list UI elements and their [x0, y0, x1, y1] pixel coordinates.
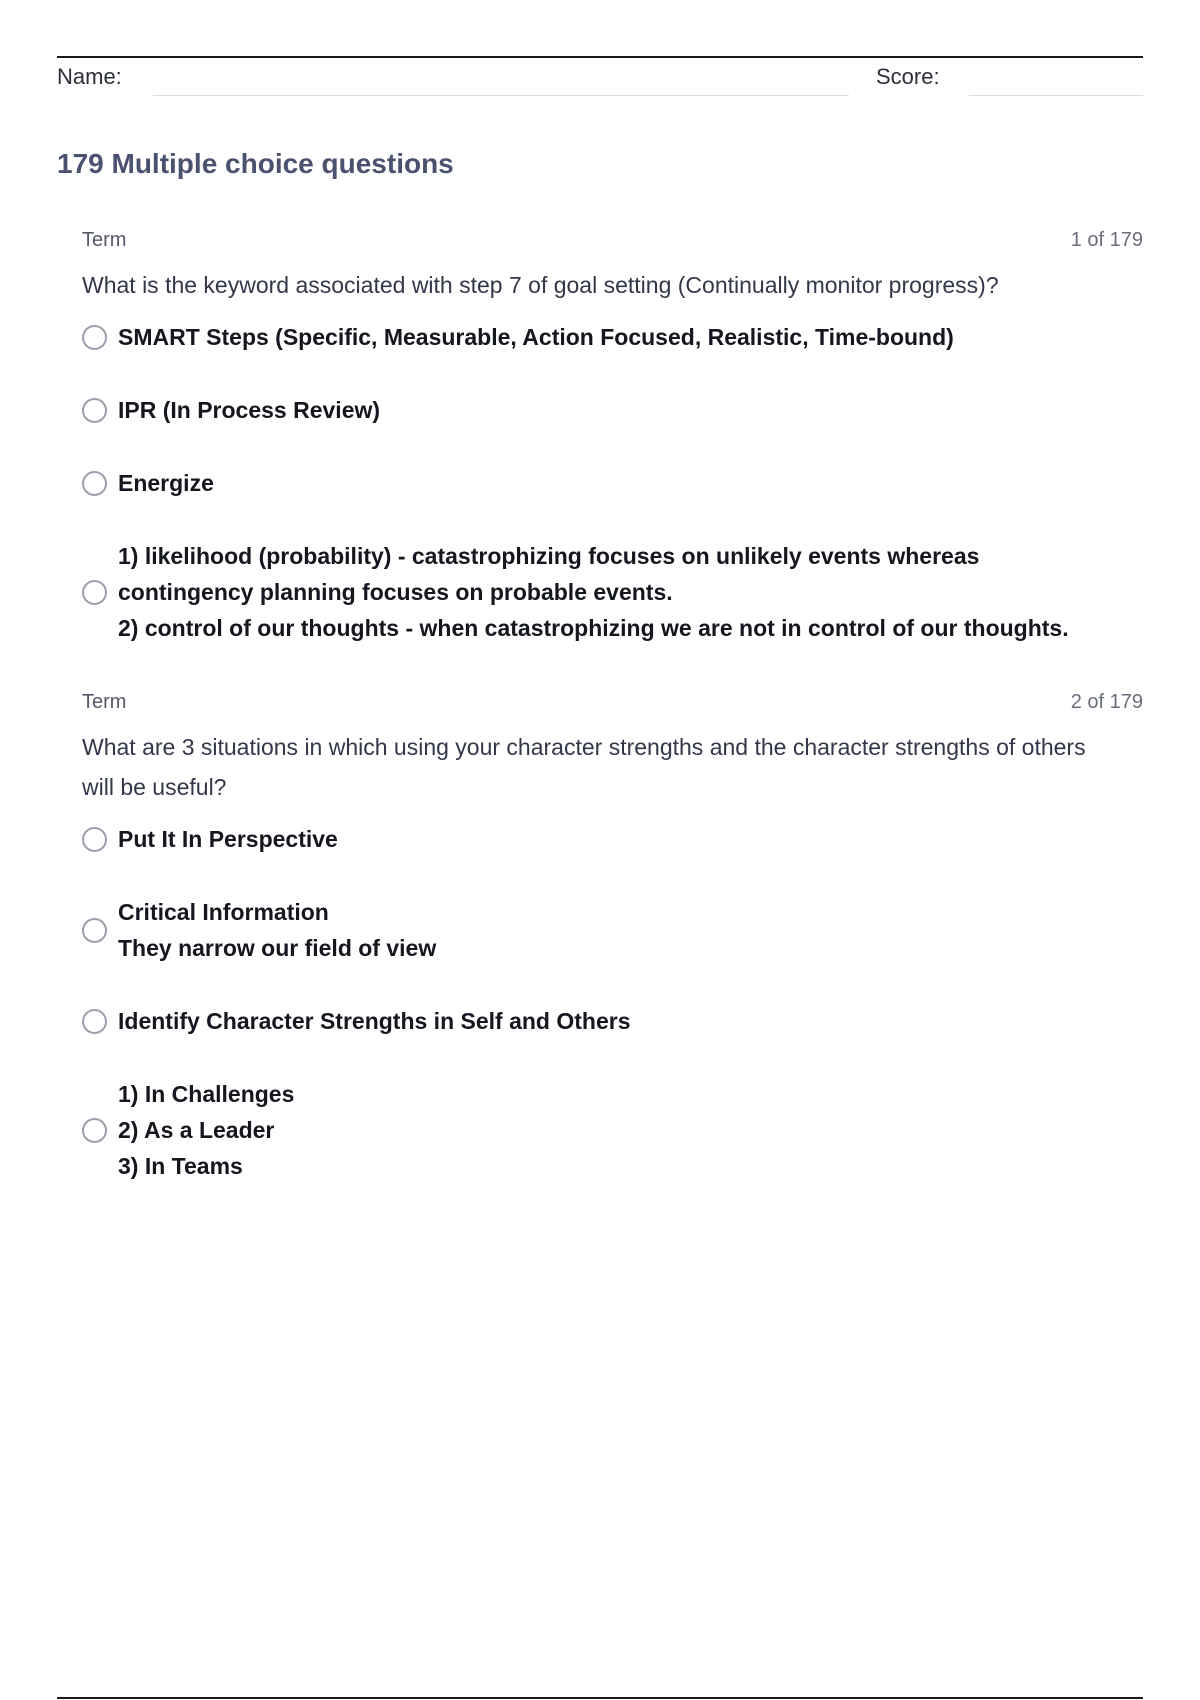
- question-text: What are 3 situations in which using your character strengths and the character strengths of others will be useful?: [82, 734, 1086, 800]
- answer-option-text: IPR (In Process Review): [118, 397, 381, 423]
- bottom-rule: [57, 1697, 1143, 1699]
- answer-option-text: Critical Information They narrow our field of view: [118, 899, 437, 961]
- radio-button-icon[interactable]: [82, 471, 107, 496]
- header-row: [57, 62, 1143, 98]
- radio-button-icon[interactable]: [82, 325, 107, 350]
- question-meta: [82, 691, 1143, 717]
- score-label: Score:: [876, 64, 940, 89]
- question-counter: 2 of 179: [1070, 691, 1143, 713]
- answer-option-1[interactable]: [82, 319, 1143, 355]
- answer-option-3[interactable]: [82, 1003, 1143, 1039]
- answer-option-text: Energize: [118, 470, 214, 496]
- radio-button-icon[interactable]: [82, 918, 107, 943]
- term-label: Term: [82, 691, 127, 713]
- question-card-1: [82, 229, 1143, 683]
- answer-option-2[interactable]: [82, 392, 1143, 428]
- answer-option-1[interactable]: [82, 821, 1143, 857]
- top-rule: [57, 56, 1143, 58]
- answer-option-text: Identify Character Strengths in Self and Others: [118, 1008, 631, 1034]
- question-card-2: [82, 691, 1143, 1221]
- score-field[interactable]: [969, 95, 1143, 96]
- question-text: What is the keyword associated with step 7 of goal setting (Continually monitor progress)?: [82, 272, 999, 298]
- question-counter: 1 of 179: [1070, 229, 1143, 251]
- answer-option-2[interactable]: [82, 894, 1143, 966]
- radio-button-icon[interactable]: [82, 1118, 107, 1143]
- answer-option-4[interactable]: [82, 1076, 1143, 1184]
- answer-options: [82, 821, 1143, 1184]
- answer-option-text: 1) likelihood (probability) - catastrophizing focuses on unlikely events whereas contingency planning focuses on probable events. 2) control of our thoughts - when catastrophizing we are not in control of our thoughts.: [118, 543, 1069, 641]
- radio-button-icon[interactable]: [82, 398, 107, 423]
- radio-button-icon[interactable]: [82, 580, 107, 605]
- radio-button-icon[interactable]: [82, 827, 107, 852]
- answer-option-text: Put It In Perspective: [118, 826, 338, 852]
- question-meta: [82, 229, 1143, 255]
- term-label: Term: [82, 229, 127, 251]
- name-field[interactable]: [153, 95, 849, 96]
- radio-button-icon[interactable]: [82, 1009, 107, 1034]
- name-label: Name:: [57, 64, 122, 89]
- answer-option-3[interactable]: [82, 465, 1143, 501]
- answer-option-text: SMART Steps (Specific, Measurable, Action Focused, Realistic, Time-bound): [118, 324, 954, 350]
- section-title: 179 Multiple choice questions: [57, 148, 454, 179]
- answer-options: [82, 319, 1143, 646]
- answer-option-text: 1) In Challenges 2) As a Leader 3) In Teams: [118, 1081, 295, 1179]
- answer-option-4[interactable]: [82, 538, 1143, 646]
